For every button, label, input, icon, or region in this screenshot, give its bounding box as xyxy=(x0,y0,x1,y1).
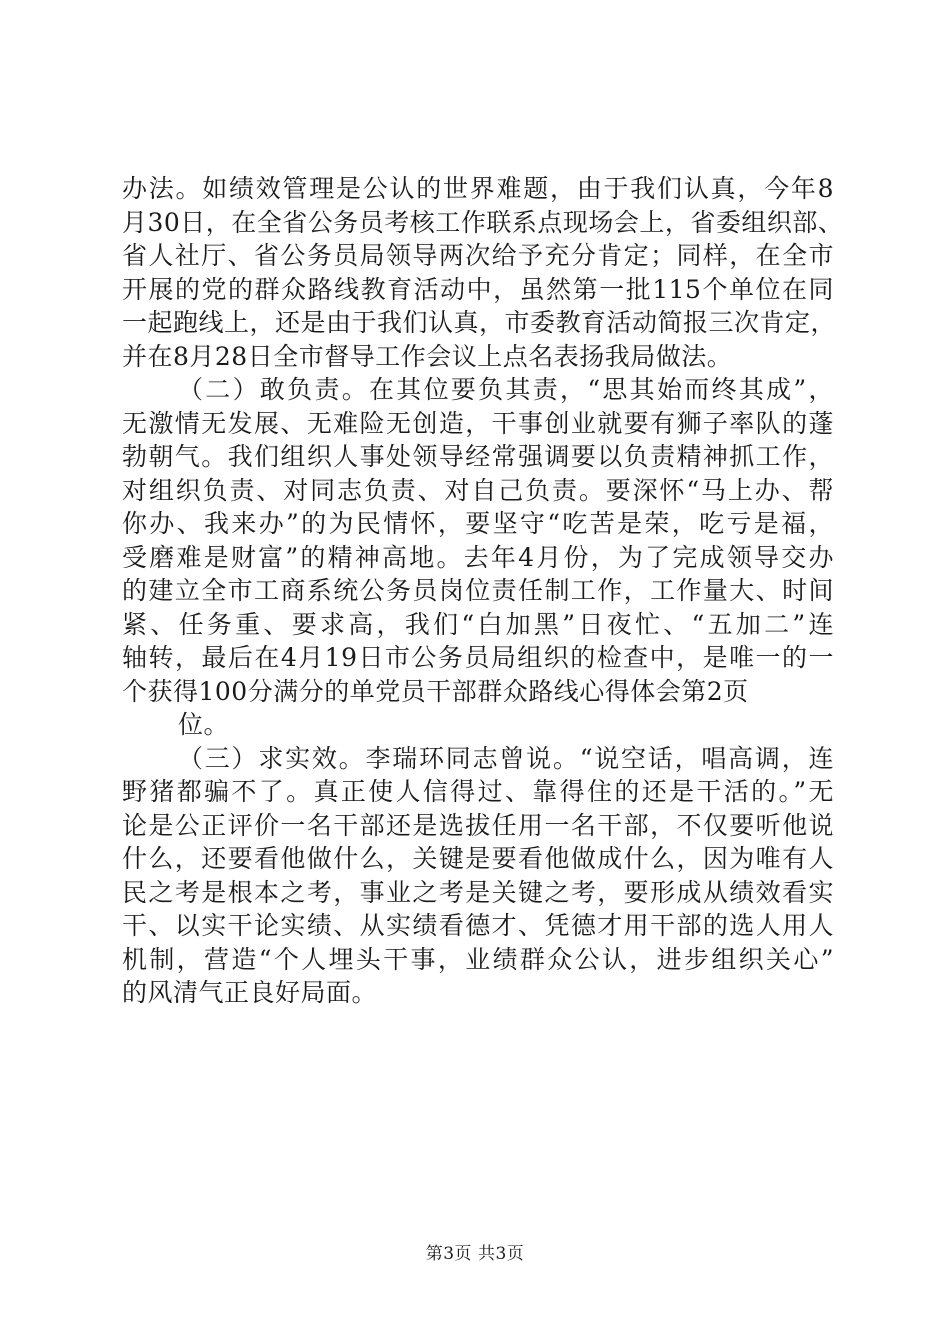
text-line: 一起跑线上，还是由于我们认真，市委教育活动简报三次肯定， xyxy=(122,308,837,337)
text-line: 干、以实干论实绩、从实绩看德才、凭德才用干部的选人用人 xyxy=(122,911,834,940)
text-line: 民之考是根本之考，事业之考是关键之考，要形成从绩效看实 xyxy=(122,877,834,907)
text-line: 无激情无发展、无难险无创造，干事创业就要有狮子率队的蓬 xyxy=(122,408,834,438)
text-line: 位。 xyxy=(178,710,230,739)
text-line: 机制，营造“个人埋头干事，业绩群众公认，进步组织关心” xyxy=(122,944,834,974)
document-body xyxy=(122,172,844,1010)
text-line: 受磨难是财富”的精神高地。去年4月份，为了完成领导交办 xyxy=(122,542,834,572)
text-line: 月30日，在全省公务员考核工作联系点现场会上，省委组织部、 xyxy=(122,207,844,237)
text-line: 对组织负责、对同志负责、对自己负责。要深怀“马上办、帮 xyxy=(122,475,834,505)
paragraph-heading-line: （三）求实效。李瑞环同志曾说。“说空话，唱高调，连 xyxy=(178,743,834,773)
text-line: 开展的党的群众路线教育活动中，虽然第一批115个单位在同 xyxy=(122,274,834,304)
text-line: 野猪都骗不了。真正使人信得过、靠得住的还是干活的。”无 xyxy=(122,777,834,806)
text-line: 轴转，最后在4月19日市公务员局组织的检查中，是唯一的一 xyxy=(122,643,834,672)
page-footer: 第3页 共3页 xyxy=(425,1244,525,1264)
text-line: 的风清气正良好局面。 xyxy=(122,978,378,1007)
text-line: 论是公正评价一名干部还是选拔任用一名干部，不仅要听他说 xyxy=(122,810,834,840)
text-line: 个获得100分满分的单党员干部群众路线心得体会第2页 xyxy=(122,676,749,706)
text-line: 省人社厅、省公务员局领导两次给予充分肯定；同样，在全市 xyxy=(122,241,834,270)
text-line: 勃朝气。我们组织人事处领导经常强调要以负责精神抓工作， xyxy=(122,442,834,471)
text-line: 紧、任务重、要求高，我们“白加黑”日夜忙、“五加二”连 xyxy=(122,609,834,639)
text-line: 办法。如绩效管理是公认的世界难题，由于我们认真，今年8 xyxy=(122,174,834,203)
text-line: 的建立全市工商系统公务员岗位责任制工作，工作量大、时间 xyxy=(122,576,834,605)
text-line: 你办、我来办”的为民情怀，要坚守“吃苦是荣，吃亏是福， xyxy=(122,509,834,538)
paragraph-heading-line: （二）敢负责。在其位要负其责，“思其始而终其成”， xyxy=(178,375,834,404)
text-line: 并在8月28日全市督导工作会议上点名表扬我局做法。 xyxy=(122,341,733,371)
text-line: 什么，还要看他做什么，关键是要看他做成什么，因为唯有人 xyxy=(122,844,834,873)
